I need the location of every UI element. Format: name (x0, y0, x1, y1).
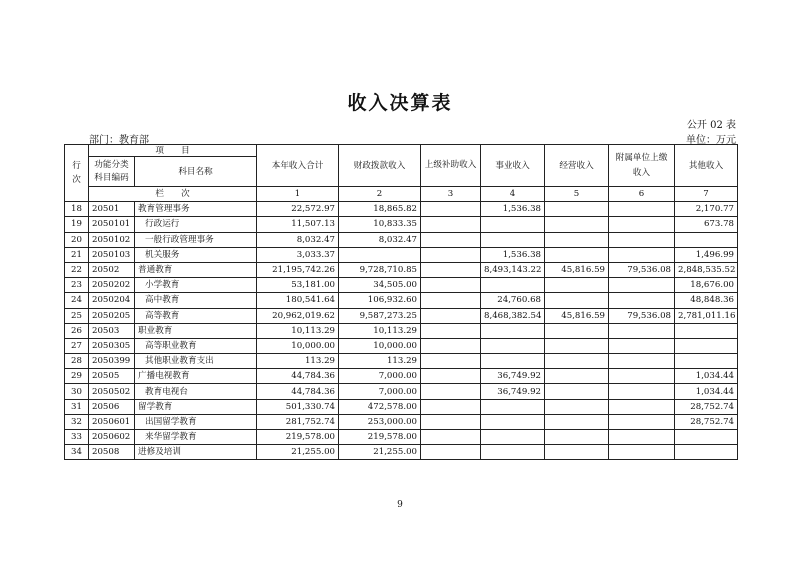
row-value-col-5 (545, 232, 609, 247)
table-row (65, 338, 738, 353)
row-value-col-2: 253,000.00 (339, 414, 421, 429)
header-func-code: 功能分类科目编码 (89, 157, 135, 187)
row-line-number: 25 (65, 308, 89, 323)
row-function-code: 20506 (89, 399, 135, 414)
row-value-col-1: 501,330.74 (257, 399, 339, 414)
row-value-col-5 (545, 399, 609, 414)
row-value-col-1: 53,181.00 (257, 278, 339, 293)
row-line-number: 24 (65, 293, 89, 308)
row-value-col-5 (545, 202, 609, 217)
row-value-col-7 (675, 232, 738, 247)
row-value-col-3 (421, 202, 481, 217)
row-function-code: 20505 (89, 369, 135, 384)
row-line-number: 32 (65, 414, 89, 429)
row-value-col-4 (481, 217, 545, 232)
row-value-col-1: 20,962,019.62 (257, 308, 339, 323)
row-value-col-6 (609, 217, 675, 232)
row-value-col-5: 45,816.59 (545, 308, 609, 323)
row-line-number: 31 (65, 399, 89, 414)
row-value-col-1: 113.29 (257, 354, 339, 369)
row-value-col-7: 673.78 (675, 217, 738, 232)
row-value-col-1: 11,507.13 (257, 217, 339, 232)
row-value-col-2: 10,113.29 (339, 323, 421, 338)
row-subject-name: 高等职业教育 (135, 338, 257, 353)
row-value-col-2: 472,578.00 (339, 399, 421, 414)
row-function-code: 2050101 (89, 217, 135, 232)
row-function-code: 20508 (89, 445, 135, 460)
row-value-col-4: 1,536.38 (481, 247, 545, 262)
row-value-col-1: 21,195,742.26 (257, 262, 339, 277)
col-index-6: 6 (609, 187, 675, 202)
row-subject-name: 教育管理事务 (135, 202, 257, 217)
row-value-col-3 (421, 445, 481, 460)
row-value-col-5: 45,816.59 (545, 262, 609, 277)
row-value-col-6 (609, 399, 675, 414)
row-value-col-2: 7,000.00 (339, 384, 421, 399)
row-line-number: 23 (65, 278, 89, 293)
row-value-col-5 (545, 430, 609, 445)
row-value-col-7 (675, 323, 738, 338)
row-value-col-4: 36,749.92 (481, 369, 545, 384)
col-index-1: 1 (257, 187, 339, 202)
row-function-code: 2050102 (89, 232, 135, 247)
row-value-col-2: 9,728,710.85 (339, 262, 421, 277)
row-line-number: 33 (65, 430, 89, 445)
row-value-col-2: 18,865.82 (339, 202, 421, 217)
row-value-col-3 (421, 338, 481, 353)
row-value-col-7: 1,034.44 (675, 369, 738, 384)
row-value-col-3 (421, 262, 481, 277)
row-value-col-2: 21,255.00 (339, 445, 421, 460)
row-value-col-6 (609, 430, 675, 445)
table-row (65, 278, 738, 293)
row-line-number: 18 (65, 202, 89, 217)
row-value-col-5 (545, 338, 609, 353)
row-function-code: 20501 (89, 202, 135, 217)
header-subject-name: 科目名称 (135, 157, 257, 187)
row-function-code: 2050204 (89, 293, 135, 308)
col-index-2: 2 (339, 187, 421, 202)
row-line-number: 27 (65, 338, 89, 353)
row-value-col-3 (421, 369, 481, 384)
row-line-number: 34 (65, 445, 89, 460)
row-value-col-7 (675, 445, 738, 460)
row-value-col-6 (609, 384, 675, 399)
row-value-col-1: 44,784.36 (257, 384, 339, 399)
row-value-col-2 (339, 247, 421, 262)
row-value-col-3 (421, 414, 481, 429)
table-row (65, 445, 738, 460)
row-value-col-3 (421, 247, 481, 262)
row-line-number: 28 (65, 354, 89, 369)
row-value-col-7: 2,170.77 (675, 202, 738, 217)
form-number: 公开 02 表 (686, 120, 736, 131)
table-row (65, 384, 738, 399)
row-value-col-5 (545, 247, 609, 262)
header-col-4: 事业收入 (481, 145, 545, 187)
row-value-col-2: 9,587,273.25 (339, 308, 421, 323)
header-col-6: 附属单位上缴收入 (609, 145, 675, 187)
row-value-col-6 (609, 369, 675, 384)
row-value-col-3 (421, 232, 481, 247)
row-value-col-4 (481, 338, 545, 353)
row-line-number: 26 (65, 323, 89, 338)
row-value-col-5 (545, 217, 609, 232)
department-label: 部门：教育部 (89, 135, 149, 146)
row-value-col-4: 36,749.92 (481, 384, 545, 399)
row-value-col-5 (545, 369, 609, 384)
row-function-code: 2050202 (89, 278, 135, 293)
row-function-code: 20503 (89, 323, 135, 338)
row-value-col-2: 219,578.00 (339, 430, 421, 445)
row-subject-name: 行政运行 (135, 217, 257, 232)
row-value-col-3 (421, 384, 481, 399)
row-value-col-6 (609, 338, 675, 353)
col-index-4: 4 (481, 187, 545, 202)
header-col-2: 财政拨款收入 (339, 145, 421, 187)
row-value-col-4 (481, 430, 545, 445)
row-value-col-5 (545, 278, 609, 293)
row-value-col-2: 8,032.47 (339, 232, 421, 247)
row-value-col-1: 219,578.00 (257, 430, 339, 445)
row-function-code: 2050502 (89, 384, 135, 399)
row-value-col-7: 18,676.00 (675, 278, 738, 293)
page-title: 收入决算表 (347, 92, 453, 114)
row-value-col-3 (421, 278, 481, 293)
row-value-col-7 (675, 354, 738, 369)
row-value-col-5 (545, 384, 609, 399)
row-value-col-1: 3,033.37 (257, 247, 339, 262)
row-subject-name: 留学教育 (135, 399, 257, 414)
row-function-code: 20502 (89, 262, 135, 277)
row-value-col-3 (421, 323, 481, 338)
row-subject-name: 出国留学教育 (135, 414, 257, 429)
row-value-col-3 (421, 217, 481, 232)
row-value-col-2: 106,932.60 (339, 293, 421, 308)
row-value-col-4: 24,760.68 (481, 293, 545, 308)
row-subject-name: 普通教育 (135, 262, 257, 277)
unit-label: 单位：万元 (686, 135, 736, 146)
row-function-code: 2050305 (89, 338, 135, 353)
row-subject-name: 来华留学教育 (135, 430, 257, 445)
row-value-col-4: 8,493,143.22 (481, 262, 545, 277)
row-function-code: 2050602 (89, 430, 135, 445)
row-value-col-1: 180,541.64 (257, 293, 339, 308)
col-index-5: 5 (545, 187, 609, 202)
header-col-1: 本年收入合计 (257, 145, 339, 187)
row-subject-name: 职业教育 (135, 323, 257, 338)
row-value-col-3 (421, 399, 481, 414)
col-index-3: 3 (421, 187, 481, 202)
row-line-number: 22 (65, 262, 89, 277)
row-value-col-1: 10,113.29 (257, 323, 339, 338)
row-line-number: 29 (65, 369, 89, 384)
table-row (65, 217, 738, 232)
row-value-col-7: 1,034.44 (675, 384, 738, 399)
table-row (65, 369, 738, 384)
row-value-col-6 (609, 323, 675, 338)
row-value-col-2: 7,000.00 (339, 369, 421, 384)
row-value-col-6 (609, 414, 675, 429)
col-index-7: 7 (675, 187, 738, 202)
row-value-col-4: 1,536.38 (481, 202, 545, 217)
row-value-col-4 (481, 445, 545, 460)
row-value-col-1: 44,784.36 (257, 369, 339, 384)
row-value-col-2: 10,833.35 (339, 217, 421, 232)
row-value-col-6 (609, 293, 675, 308)
table-row (65, 323, 738, 338)
row-value-col-6 (609, 354, 675, 369)
row-value-col-7: 2,781,011.16 (675, 308, 738, 323)
row-value-col-6 (609, 278, 675, 293)
table-row (65, 202, 738, 217)
table-row (65, 262, 738, 277)
row-value-col-1: 8,032.47 (257, 232, 339, 247)
header-row-label: 行次 (65, 145, 89, 202)
table-row (65, 308, 738, 323)
row-value-col-5 (545, 354, 609, 369)
row-value-col-4 (481, 399, 545, 414)
row-value-col-7 (675, 430, 738, 445)
row-value-col-2: 10,000.00 (339, 338, 421, 353)
row-value-col-5 (545, 293, 609, 308)
row-function-code: 2050399 (89, 354, 135, 369)
row-value-col-7: 1,496.99 (675, 247, 738, 262)
row-value-col-4 (481, 354, 545, 369)
row-value-col-2: 34,505.00 (339, 278, 421, 293)
row-line-number: 30 (65, 384, 89, 399)
row-value-col-6 (609, 232, 675, 247)
row-value-col-6: 79,536.08 (609, 262, 675, 277)
table-row (65, 293, 738, 308)
row-value-col-7: 28,752.74 (675, 414, 738, 429)
row-subject-name: 机关服务 (135, 247, 257, 262)
header-col-index-label: 栏 次 (89, 187, 257, 202)
income-table (64, 144, 738, 460)
row-value-col-6: 79,536.08 (609, 308, 675, 323)
table-row (65, 232, 738, 247)
row-value-col-2: 113.29 (339, 354, 421, 369)
row-value-col-1: 10,000.00 (257, 338, 339, 353)
row-value-col-4 (481, 323, 545, 338)
row-value-col-6 (609, 445, 675, 460)
row-function-code: 2050601 (89, 414, 135, 429)
row-line-number: 20 (65, 232, 89, 247)
header-project: 项 目 (89, 145, 257, 157)
row-value-col-7 (675, 338, 738, 353)
row-value-col-1: 22,572.97 (257, 202, 339, 217)
header-col-7: 其他收入 (675, 145, 738, 187)
row-function-code: 2050103 (89, 247, 135, 262)
row-value-col-3 (421, 430, 481, 445)
table-row (65, 354, 738, 369)
row-value-col-4 (481, 414, 545, 429)
table-row (65, 430, 738, 445)
row-value-col-1: 281,752.74 (257, 414, 339, 429)
row-subject-name: 进修及培训 (135, 445, 257, 460)
page-number: 9 (397, 500, 403, 510)
row-line-number: 21 (65, 247, 89, 262)
table-row (65, 399, 738, 414)
row-function-code: 2050205 (89, 308, 135, 323)
row-subject-name: 广播电视教育 (135, 369, 257, 384)
row-value-col-4: 8,468,382.54 (481, 308, 545, 323)
row-value-col-1: 21,255.00 (257, 445, 339, 460)
row-value-col-7: 2,848,535.52 (675, 262, 738, 277)
row-value-col-3 (421, 308, 481, 323)
row-value-col-5 (545, 445, 609, 460)
table-row (65, 247, 738, 262)
row-value-col-6 (609, 247, 675, 262)
row-value-col-7: 28,752.74 (675, 399, 738, 414)
row-value-col-3 (421, 293, 481, 308)
row-subject-name: 小学教育 (135, 278, 257, 293)
row-value-col-7: 48,848.36 (675, 293, 738, 308)
row-value-col-4 (481, 232, 545, 247)
row-subject-name: 高等教育 (135, 308, 257, 323)
header-col-5: 经营收入 (545, 145, 609, 187)
table-row (65, 414, 738, 429)
row-value-col-5 (545, 414, 609, 429)
row-line-number: 19 (65, 217, 89, 232)
row-value-col-4 (481, 278, 545, 293)
row-subject-name: 一般行政管理事务 (135, 232, 257, 247)
row-subject-name: 高中教育 (135, 293, 257, 308)
header-col-3: 上级补助收入 (421, 145, 481, 187)
row-value-col-3 (421, 354, 481, 369)
row-value-col-6 (609, 202, 675, 217)
row-value-col-5 (545, 323, 609, 338)
row-subject-name: 其他职业教育支出 (135, 354, 257, 369)
row-subject-name: 教育电视台 (135, 384, 257, 399)
